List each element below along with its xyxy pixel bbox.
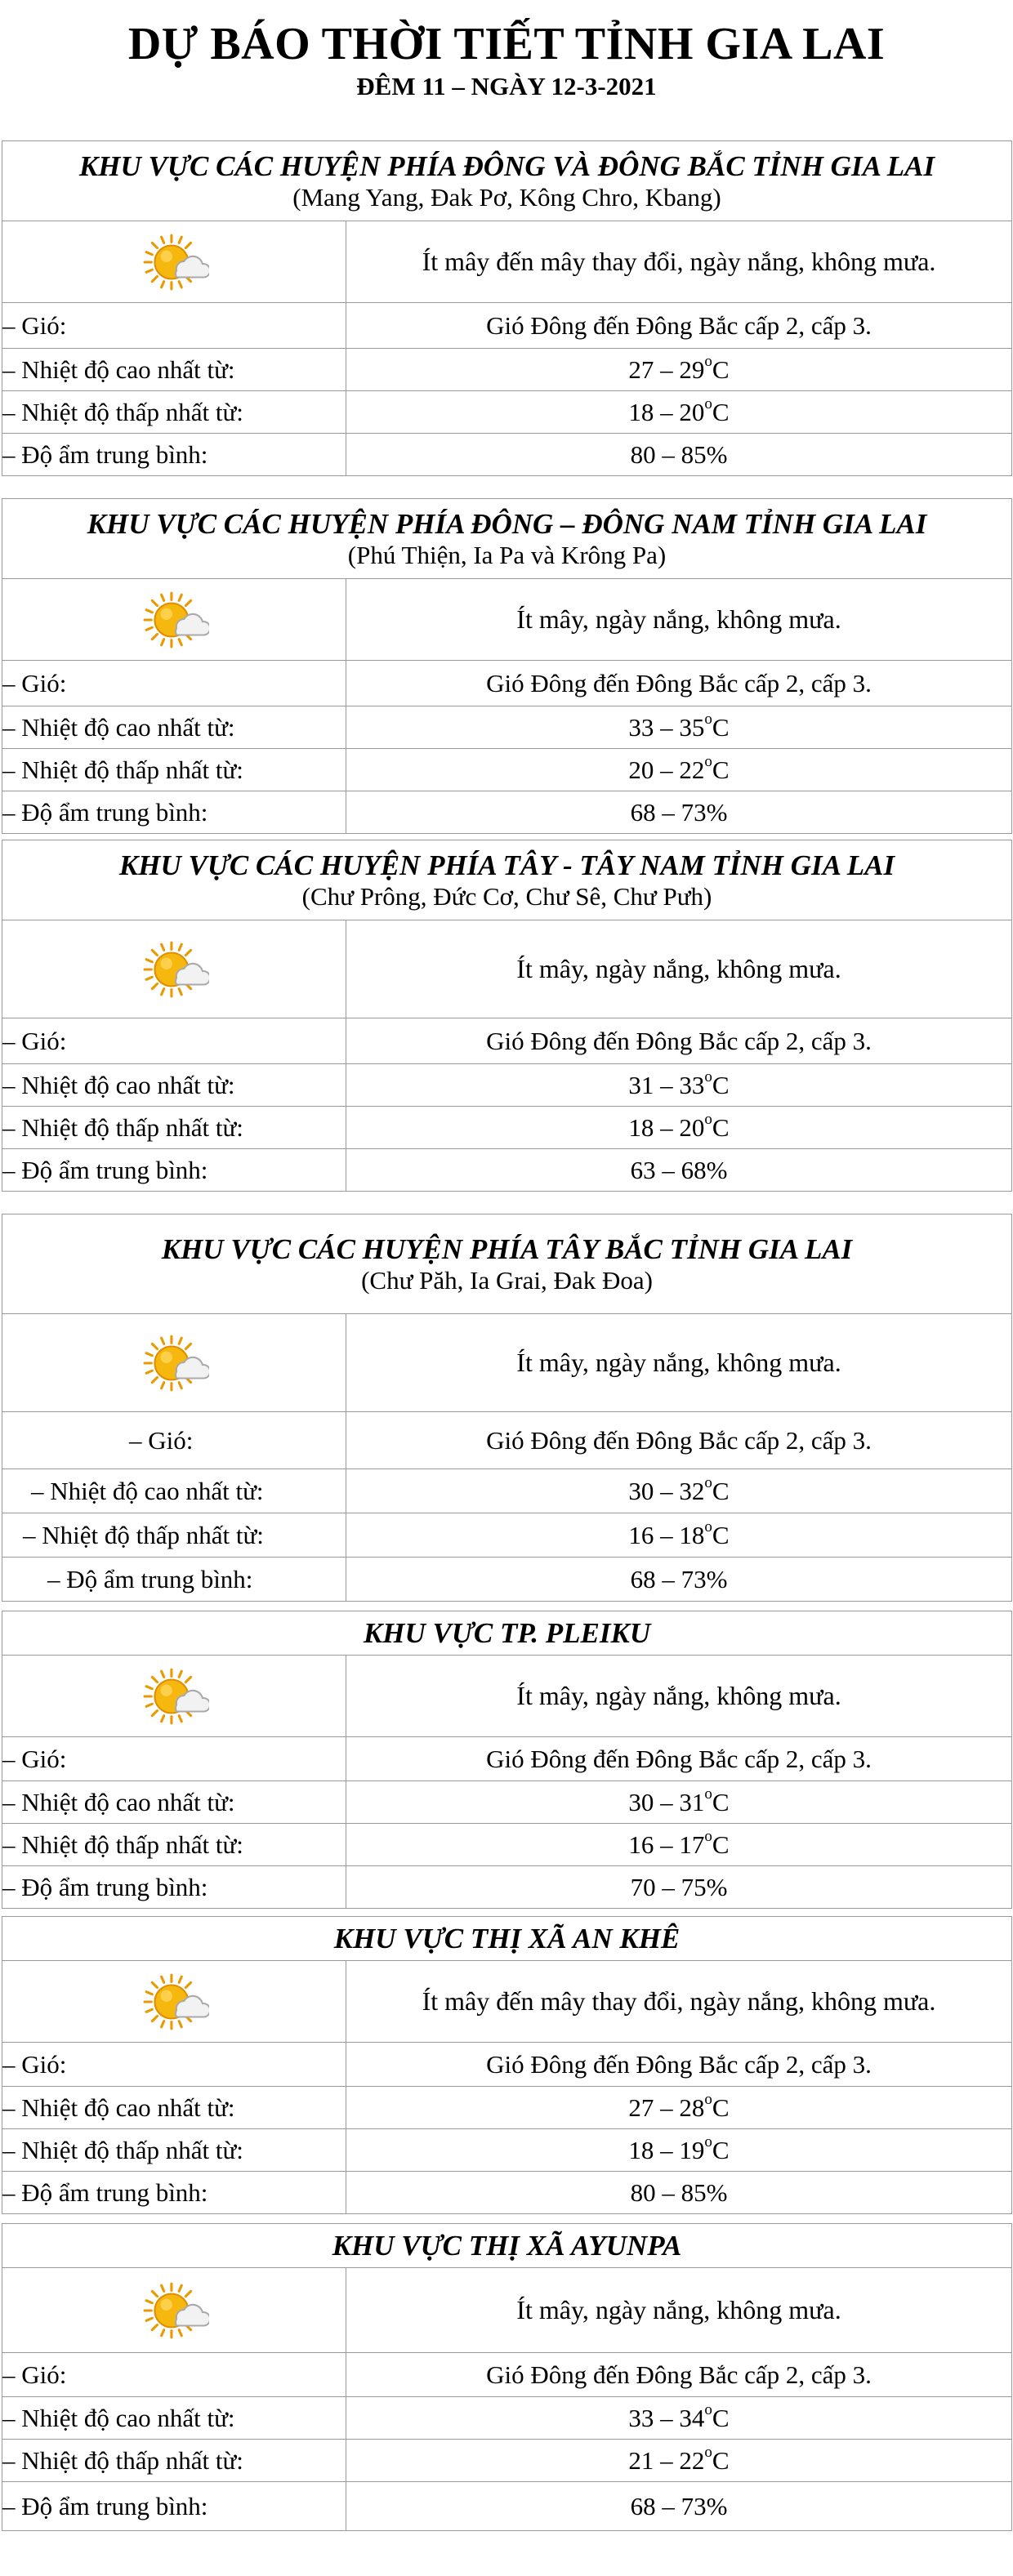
high-temp-value: 30 – 32$^o$C	[346, 1469, 1012, 1513]
region-table	[2, 1916, 1012, 2214]
wind-value: Gió Đông đến Đông Bắc cấp 2, cấp 3.	[346, 2043, 1012, 2087]
wind-value: Gió Đông đến Đông Bắc cấp 2, cấp 3.	[346, 303, 1012, 349]
humidity-value: 80 – 85%	[346, 2172, 1012, 2214]
sun-behind-cloud-icon	[139, 230, 209, 294]
weather-icon-cell	[2, 579, 346, 661]
wind-label: – Gió:	[2, 661, 346, 706]
weather-description: Ít mây, ngày nắng, không mưa.	[346, 2268, 1012, 2353]
high_temp-label: – Nhiệt độ cao nhất từ:	[2, 706, 346, 749]
low-temp-value: 16 – 18$^o$C	[346, 1513, 1012, 1558]
page-title: DỰ BÁO THỜI TIẾT TỈNH GIA LAI	[127, 19, 886, 69]
low-temp-value: 18 – 20$^o$C	[346, 1107, 1012, 1149]
high-temp-value: 33 – 35$^o$C	[346, 706, 1012, 749]
sun-behind-cloud-icon	[139, 938, 209, 1001]
region-name: KHU VỰC CÁC HUYỆN PHÍA ĐÔNG VÀ ĐÔNG BẮC TỈNH GIA LAI	[78, 149, 935, 182]
low_temp-label: – Nhiệt độ thấp nhất từ:	[2, 1107, 346, 1149]
humidity-value: 68 – 73%	[346, 1558, 1012, 1602]
region-table	[2, 840, 1012, 1192]
humidity-label: – Độ ẩm trung bình:	[2, 434, 346, 476]
weather-icon-cell	[2, 2268, 346, 2353]
humidity-label: – Độ ẩm trung bình:	[2, 1149, 346, 1192]
high-temp-value: 33 – 34$^o$C	[346, 2397, 1012, 2440]
region-name: KHU VỰC THỊ XÃ AYUNPA	[332, 2229, 682, 2262]
low_temp-label: – Nhiệt độ thấp nhất từ:	[2, 749, 346, 791]
humidity-label: – Độ ẩm trung bình:	[2, 1866, 346, 1909]
low_temp-label: – Nhiệt độ thấp nhất từ:	[2, 2129, 346, 2172]
high-temp-value: 27 – 29$^o$C	[346, 349, 1012, 391]
region-places: (Phú Thiện, Ia Pa và Krông Pa)	[347, 540, 667, 569]
high-temp-value: 27 – 28$^o$C	[346, 2087, 1012, 2129]
sun-behind-cloud-icon	[139, 1970, 209, 2034]
high-temp-value: 30 – 31$^o$C	[346, 1781, 1012, 1824]
region-header	[2, 499, 1012, 579]
wind-value: Gió Đông đến Đông Bắc cấp 2, cấp 3.	[346, 1018, 1012, 1064]
region-name: KHU VỰC CÁC HUYỆN PHÍA TÂY BẮC TỈNH GIA LAI	[161, 1232, 853, 1265]
region-table	[2, 2223, 1012, 2531]
region-name: KHU VỰC CÁC HUYỆN PHÍA ĐÔNG – ĐÔNG NAM TỈNH GIA LAI	[87, 507, 927, 540]
region-header	[2, 1917, 1012, 1961]
weather-icon-cell	[2, 1314, 346, 1412]
region-table	[2, 1214, 1012, 1602]
humidity-label: – Độ ẩm trung bình:	[2, 2482, 346, 2531]
weather-description: Ít mây, ngày nắng, không mưa.	[346, 920, 1012, 1018]
low-temp-value: 18 – 19$^o$C	[346, 2129, 1012, 2172]
wind-value: Gió Đông đến Đông Bắc cấp 2, cấp 3.	[346, 2353, 1012, 2397]
weather-description: Ít mây, ngày nắng, không mưa.	[346, 1656, 1012, 1737]
high_temp-label: – Nhiệt độ cao nhất từ:	[2, 349, 346, 391]
low_temp-label: – Nhiệt độ thấp nhất từ:	[2, 1824, 346, 1866]
forecast-date: ĐÊM 11 – NGÀY 12-3-2021	[356, 72, 657, 100]
region-header	[2, 141, 1012, 221]
wind-label: – Gió:	[2, 1412, 346, 1469]
region-places: (Chư Păh, Ia Grai, Đak Đoa)	[361, 1265, 653, 1295]
weather-icon-cell	[2, 221, 346, 303]
humidity-label: – Độ ẩm trung bình:	[2, 2172, 346, 2214]
wind-value: Gió Đông đến Đông Bắc cấp 2, cấp 3.	[346, 661, 1012, 706]
high_temp-label: – Nhiệt độ cao nhất từ:	[2, 2087, 346, 2129]
low-temp-value: 16 – 17$^o$C	[346, 1824, 1012, 1866]
high_temp-label: – Nhiệt độ cao nhất từ:	[2, 1781, 346, 1824]
low_temp-label: – Nhiệt độ thấp nhất từ:	[2, 391, 346, 434]
humidity-value: 68 – 73%	[346, 791, 1012, 834]
humidity-label: – Độ ẩm trung bình:	[2, 1558, 346, 1602]
region-header	[2, 2224, 1012, 2268]
humidity-label: – Độ ẩm trung bình:	[2, 791, 346, 834]
wind-value: Gió Đông đến Đông Bắc cấp 2, cấp 3.	[346, 1737, 1012, 1781]
region-places: (Mang Yang, Đak Pơ, Kông Chro, Kbang)	[292, 182, 721, 212]
weather-description: Ít mây, ngày nắng, không mưa.	[346, 1314, 1012, 1412]
region-header	[2, 1611, 1012, 1656]
high-temp-value: 31 – 33$^o$C	[346, 1064, 1012, 1107]
low-temp-value: 21 – 22$^o$C	[346, 2440, 1012, 2482]
region-places: (Chư Prông, Đức Cơ, Chư Sê, Chư Pưh)	[301, 881, 712, 911]
high_temp-label: – Nhiệt độ cao nhất từ:	[2, 1469, 346, 1513]
low_temp-label: – Nhiệt độ thấp nhất từ:	[2, 2440, 346, 2482]
region-header	[2, 840, 1012, 920]
wind-label: – Gió:	[2, 2353, 346, 2397]
weather-icon-cell	[2, 1961, 346, 2043]
region-name: KHU VỰC TP. PLEIKU	[363, 1616, 651, 1649]
weather-description: Ít mây, ngày nắng, không mưa.	[346, 579, 1012, 661]
weather-icon-cell	[2, 920, 346, 1018]
weather-description: Ít mây đến mây thay đổi, ngày nắng, không mưa.	[346, 1961, 1012, 2043]
region-table	[2, 140, 1012, 476]
sun-behind-cloud-icon	[139, 1665, 209, 1728]
weather-icon-cell	[2, 1656, 346, 1737]
region-table	[2, 498, 1012, 834]
wind-label: – Gió:	[2, 2043, 346, 2087]
humidity-value: 80 – 85%	[346, 434, 1012, 476]
wind-label: – Gió:	[2, 303, 346, 349]
sun-behind-cloud-icon	[139, 2279, 209, 2342]
region-name: KHU VỰC CÁC HUYỆN PHÍA TÂY - TÂY NAM TỈNH GIA LAI	[118, 849, 895, 881]
wind-value: Gió Đông đến Đông Bắc cấp 2, cấp 3.	[346, 1412, 1012, 1469]
humidity-value: 68 – 73%	[346, 2482, 1012, 2531]
sun-behind-cloud-icon	[139, 1331, 209, 1395]
high_temp-label: – Nhiệt độ cao nhất từ:	[2, 2397, 346, 2440]
region-header	[2, 1214, 1012, 1314]
region-name: KHU VỰC THỊ XÃ AN KHÊ	[333, 1922, 681, 1954]
region-table	[2, 1611, 1012, 1909]
humidity-value: 70 – 75%	[346, 1866, 1012, 1909]
low-temp-value: 20 – 22$^o$C	[346, 749, 1012, 791]
wind-label: – Gió:	[2, 1018, 346, 1064]
weather-description: Ít mây đến mây thay đổi, ngày nắng, không mưa.	[346, 221, 1012, 303]
low-temp-value: 18 – 20$^o$C	[346, 391, 1012, 434]
high_temp-label: – Nhiệt độ cao nhất từ:	[2, 1064, 346, 1107]
wind-label: – Gió:	[2, 1737, 346, 1781]
humidity-value: 63 – 68%	[346, 1149, 1012, 1192]
low_temp-label: – Nhiệt độ thấp nhất từ:	[2, 1513, 346, 1558]
sun-behind-cloud-icon	[139, 588, 209, 652]
